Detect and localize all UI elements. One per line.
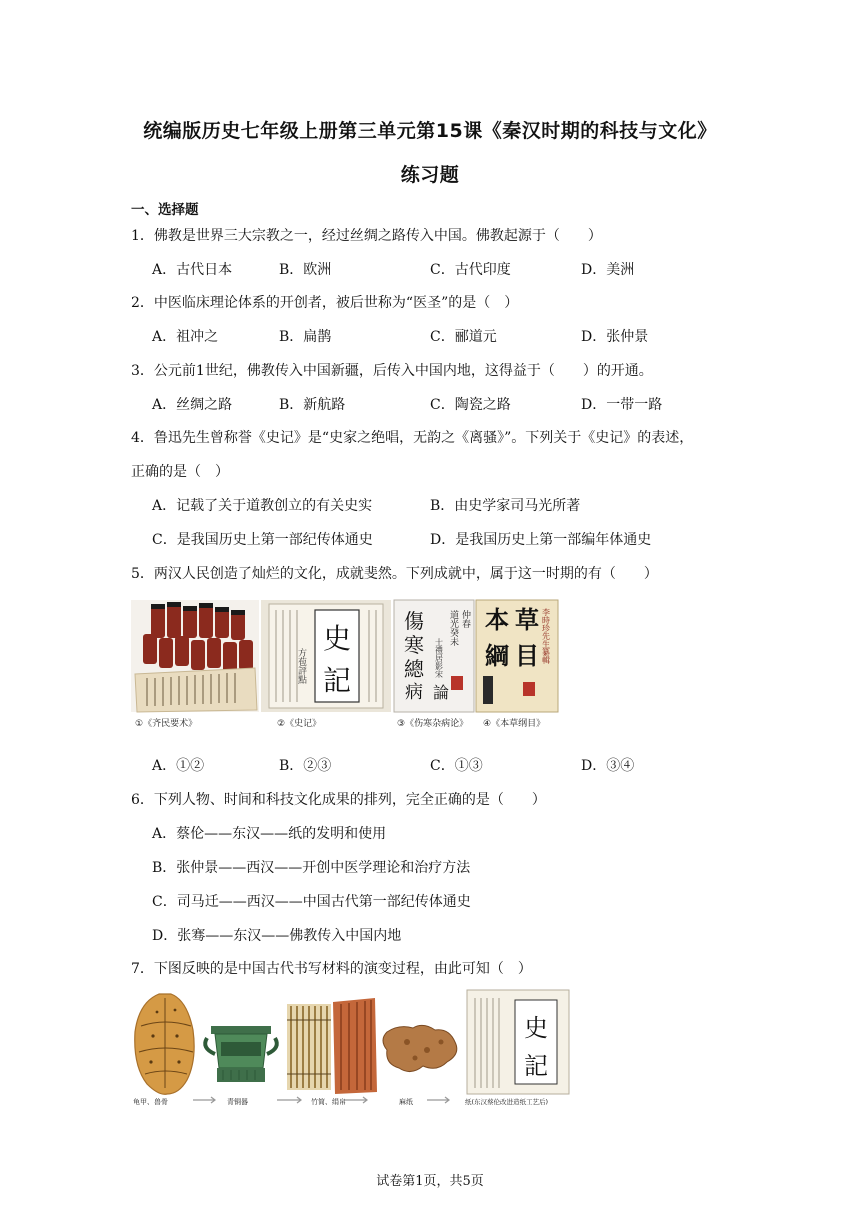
page-footer: 试卷第1页，共5页 xyxy=(376,1174,484,1189)
oracle-bone-image xyxy=(135,994,194,1094)
question-1-option-d: D．美洲 xyxy=(581,262,635,278)
question-6-option-c: C．司马迁——西汉——中国古代第一部纪传体通史 xyxy=(152,894,471,910)
question-3-option-d: D．一带一路 xyxy=(581,397,663,413)
shiji-char-1: 史 xyxy=(322,622,352,655)
question-3-option-b: B．新航路 xyxy=(279,397,346,413)
svg-text:綱: 綱 xyxy=(485,641,509,670)
question-4-option-d: D．是我国历史上第一部编年体通史 xyxy=(430,532,652,548)
question-1-stem: 1．佛教是世界三大宗教之一，经过丝绸之路传入中国。佛教起源于（ ） xyxy=(131,228,602,244)
q7-caption-3: 竹简、绢帛 xyxy=(311,1098,346,1106)
question-1-option-a: A．古代日本 xyxy=(152,262,233,278)
question-6-option-b: B．张仲景——西汉——开创中医学理论和治疗方法 xyxy=(152,860,471,876)
question-6-stem: 6．下列人物、时间和科技文化成果的排列，完全正确的是（ ） xyxy=(131,792,546,808)
question-5-option-b: B．②③ xyxy=(279,758,332,774)
page-title: 统编版历史七年级上册第三单元第15课《秦汉时期的科技与文化》 xyxy=(143,120,717,142)
bencao-image xyxy=(476,600,558,712)
q5-caption-4: ④《本草纲目》 xyxy=(483,719,546,729)
question-5-book-figure xyxy=(131,598,561,734)
question-1-option-b: B．欧洲 xyxy=(279,262,332,278)
question-6-option-a: A．蔡伦——东汉——纸的发明和使用 xyxy=(152,826,387,842)
q5-caption-2: ②《史记》 xyxy=(277,719,322,729)
q7-caption-2: 青铜器 xyxy=(227,1098,248,1106)
q7-caption-4: 麻纸 xyxy=(399,1098,413,1106)
question-2-option-d: D．张仲景 xyxy=(581,329,649,345)
svg-text:病: 病 xyxy=(405,682,423,703)
question-5-option-c: C．①③ xyxy=(430,758,483,774)
svg-text:仲春: 仲春 xyxy=(460,610,470,628)
svg-text:草: 草 xyxy=(515,605,539,634)
svg-text:傷: 傷 xyxy=(404,609,424,633)
qimin-yaoshu-image xyxy=(131,600,259,712)
section-heading: 一、选择题 xyxy=(131,202,199,218)
question-5-stem: 5．两汉人民创造了灿烂的文化，成就斐然。下列成就中，属于这一时期的有（ ） xyxy=(131,566,658,582)
svg-text:道光癸未: 道光癸未 xyxy=(448,610,458,646)
q5-caption-1: ①《齐民要术》 xyxy=(135,719,198,729)
question-7-stem: 7．下图反映的是中国古代书写材料的演变过程，由此可知（ ） xyxy=(131,961,532,977)
question-2-stem: 2．中医临床理论体系的开创者，被后世称为“医圣”的是（ ） xyxy=(131,295,519,311)
question-5-option-d: D．③④ xyxy=(581,758,635,774)
question-4-option-b: B．由史学家司马光所著 xyxy=(430,498,581,514)
question-7-writing-material-figure xyxy=(131,988,571,1108)
svg-text:李時珍先生纂輯: 李時珍先生纂輯 xyxy=(541,608,551,664)
shiji-image xyxy=(261,600,391,712)
page-subtitle: 练习题 xyxy=(400,164,460,186)
question-3-option-c: C．陶瓷之路 xyxy=(430,397,511,413)
q5-caption-3: ③《伤寒杂病论》 xyxy=(397,719,469,729)
svg-text:士禮居影宋: 士禮居影宋 xyxy=(434,638,444,678)
question-2-option-a: A．祖冲之 xyxy=(152,329,219,345)
question-4-stem-line2: 正确的是（ ） xyxy=(131,464,229,480)
svg-text:史: 史 xyxy=(524,1014,548,1042)
svg-text:寒: 寒 xyxy=(404,633,424,657)
svg-text:總: 總 xyxy=(404,657,424,681)
question-5-option-a: A．①② xyxy=(152,758,205,774)
q7-caption-1: 龟甲、兽骨 xyxy=(133,1098,168,1106)
svg-text:論: 論 xyxy=(432,683,450,702)
question-1-option-c: C．古代印度 xyxy=(430,262,511,278)
question-4-stem-line1: 4．鲁迅先生曾称誉《史记》是“史家之绝唱，无韵之《离骚》”。下列关于《史记》的表述， xyxy=(131,430,694,446)
question-2-option-c: C．郦道元 xyxy=(430,329,497,345)
svg-text:記: 記 xyxy=(524,1052,548,1080)
shanghan-image xyxy=(394,600,474,712)
question-6-option-d: D．张骞——东汉——佛教传入中国内地 xyxy=(152,928,402,944)
question-4-option-c: C．是我国历史上第一部纪传体通史 xyxy=(152,532,373,548)
paper-book-image xyxy=(467,990,569,1094)
q7-caption-5: 纸(东汉蔡伦改进造纸工艺后) xyxy=(465,1098,549,1106)
question-3-stem: 3．公元前1世纪，佛教传入中国新疆，后传入中国内地，这得益于（ ）的开通。 xyxy=(131,363,653,379)
question-4-option-a: A．记载了关于道教创立的有关史实 xyxy=(152,498,373,514)
question-2-option-b: B．扁鹊 xyxy=(279,329,332,345)
svg-text:目: 目 xyxy=(515,641,539,670)
shiji-char-2: 記 xyxy=(322,664,352,697)
svg-text:方苞評點: 方苞評點 xyxy=(296,648,306,684)
question-3-option-a: A．丝绸之路 xyxy=(152,397,233,413)
svg-text:本: 本 xyxy=(485,605,509,634)
